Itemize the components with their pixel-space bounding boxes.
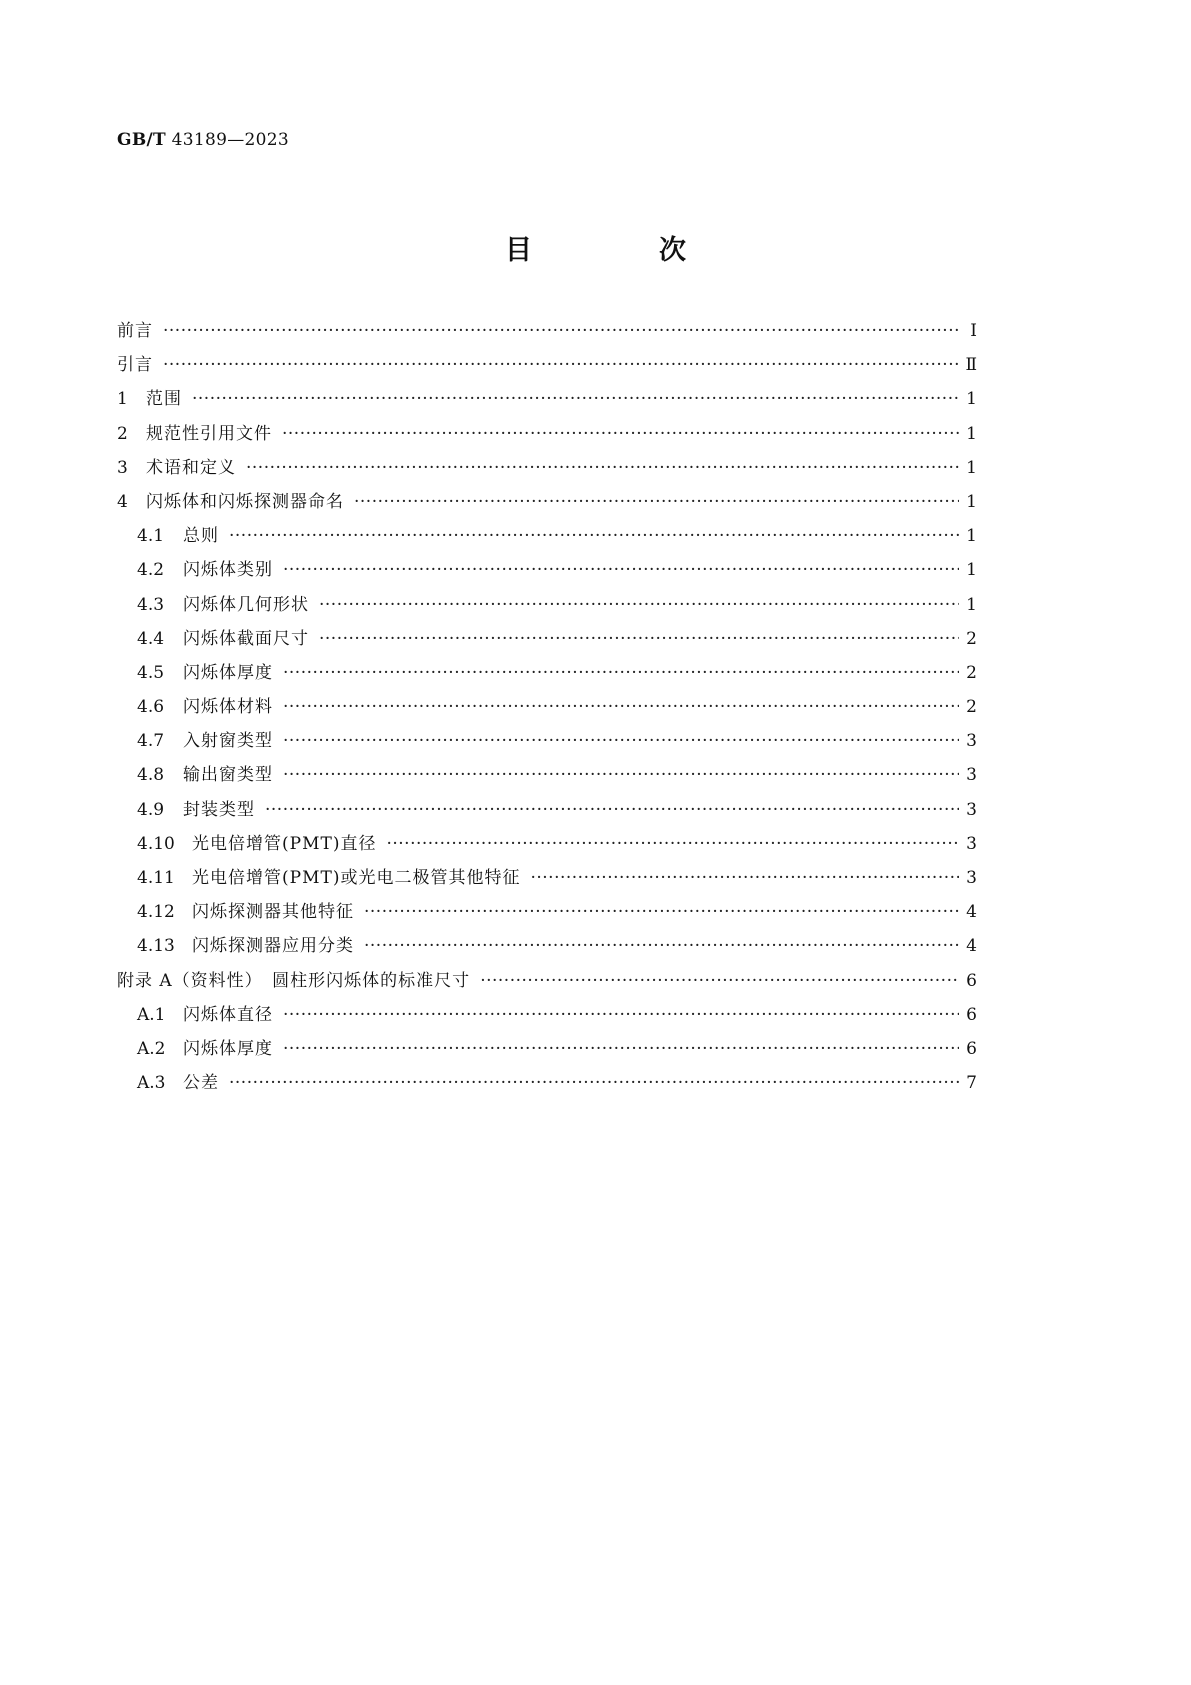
toc-entry-title: 前言	[117, 321, 153, 341]
toc-entry[interactable]	[117, 690, 977, 724]
toc-entry-number: 4	[117, 491, 128, 512]
toc-entry-page: 3	[966, 799, 977, 820]
toc-entry-title: 范围	[146, 389, 182, 410]
toc-entry-page: 1	[966, 594, 977, 615]
toc-entry-title: 闪烁体直径	[183, 1004, 273, 1025]
toc-entry-number: 4.7	[137, 731, 165, 752]
toc-entry-page: 2	[966, 628, 977, 649]
dot-leader	[265, 793, 959, 827]
toc-entry-page: 1	[966, 560, 977, 581]
toc-entry-title: 闪烁体厚度	[183, 1038, 273, 1059]
toc-entry-page: 1	[966, 491, 977, 512]
toc-entry-number: 4.8	[137, 765, 165, 786]
toc-entry-page: 6	[966, 1038, 977, 1059]
toc-entry-page: 1	[966, 526, 977, 547]
toc-entry[interactable]	[117, 861, 977, 895]
toc-entry-title: 闪烁探测器其他特征	[192, 902, 354, 923]
dot-leader	[283, 1032, 959, 1066]
dot-leader	[364, 929, 959, 963]
toc-entry-title: 公差	[183, 1073, 219, 1094]
toc-entry-number: A.1	[137, 1004, 166, 1025]
toc-entry-title: 总则	[183, 526, 219, 547]
dot-leader	[229, 519, 959, 553]
toc-entry-page: 3	[966, 765, 977, 786]
toc-entry-page: Ⅰ	[970, 321, 977, 341]
toc-entry[interactable]	[117, 1032, 977, 1066]
standard-number-header	[117, 130, 289, 150]
toc-entry-page: 4	[966, 902, 977, 923]
toc-entry-page: 3	[966, 868, 977, 888]
toc-entry-title: 光电倍增管(PMT)或光电二极管其他特征	[192, 868, 521, 888]
toc-entry-number: A.3	[137, 1073, 166, 1094]
toc-entry-title: 闪烁体类别	[183, 560, 273, 581]
standard-code: GB/T	[117, 130, 166, 150]
toc-entry-number: 4.4	[137, 628, 165, 649]
toc-entry-page: 2	[966, 662, 977, 683]
dot-leader	[283, 553, 959, 587]
dot-leader	[354, 485, 959, 519]
toc-entry-title: 入射窗类型	[183, 731, 273, 752]
toc-entry-title: 闪烁探测器应用分类	[192, 936, 354, 957]
toc-entry-title: 闪烁体厚度	[183, 662, 273, 683]
toc-entry-number: 2	[117, 423, 128, 444]
toc-entry[interactable]	[117, 724, 977, 758]
toc-entry[interactable]	[117, 485, 977, 519]
toc-entry-title: 闪烁体几何形状	[183, 594, 309, 615]
dot-leader	[229, 1066, 959, 1100]
toc-entry-number: 4.12	[137, 902, 175, 923]
toc-entry[interactable]	[117, 1066, 977, 1100]
toc-entry-page: 4	[966, 936, 977, 957]
toc-entry-title: 闪烁体材料	[183, 697, 273, 718]
toc-entry-number: A.2	[137, 1038, 166, 1059]
toc-entry-page: Ⅱ	[965, 355, 977, 376]
dot-leader	[386, 827, 959, 861]
toc-entry-page: 1	[966, 457, 977, 478]
toc-entry[interactable]	[117, 382, 977, 416]
dot-leader	[283, 690, 959, 724]
standard-number: 43189—2023	[171, 130, 290, 150]
toc-entry-page: 1	[966, 423, 977, 444]
dot-leader	[319, 588, 959, 622]
toc-entry-number: 3	[117, 457, 128, 478]
toc-entry[interactable]	[117, 348, 977, 382]
toc-entry-number: 1	[117, 389, 128, 410]
dot-leader	[480, 964, 959, 998]
table-of-contents	[117, 314, 977, 1100]
toc-entry-title: 封装类型	[183, 799, 255, 820]
toc-entry[interactable]	[117, 314, 977, 348]
toc-entry[interactable]	[117, 656, 977, 690]
toc-entry-title: 术语和定义	[146, 457, 236, 478]
toc-entry[interactable]	[117, 827, 977, 861]
toc-entry-page: 2	[966, 697, 977, 718]
toc-entry-number: 4.5	[137, 662, 165, 683]
toc-entry[interactable]	[117, 895, 977, 929]
toc-entry-title: 光电倍增管(PMT)直径	[192, 833, 377, 854]
toc-entry[interactable]	[117, 998, 977, 1032]
toc-entry-number: 4.6	[137, 697, 165, 718]
toc-entry-number: 4.1	[137, 526, 165, 547]
dot-leader	[283, 758, 959, 792]
dot-leader	[282, 417, 959, 451]
dot-leader	[283, 724, 959, 758]
toc-entry[interactable]	[117, 588, 977, 622]
toc-entry-title: 输出窗类型	[183, 765, 273, 786]
toc-entry-page: 7	[966, 1073, 977, 1094]
toc-entry[interactable]	[117, 929, 977, 963]
toc-entry[interactable]	[117, 519, 977, 553]
dot-leader	[364, 895, 959, 929]
toc-entry-page: 6	[966, 970, 977, 991]
toc-entry-number: 4.3	[137, 594, 165, 615]
toc-entry[interactable]	[117, 417, 977, 451]
toc-entry-title: 闪烁体和闪烁探测器命名	[146, 491, 344, 512]
toc-entry-title: 规范性引用文件	[146, 423, 272, 444]
toc-entry-number: 4.10	[137, 833, 175, 854]
toc-entry-title: 闪烁体截面尺寸	[183, 628, 309, 649]
dot-leader	[283, 998, 959, 1032]
toc-entry-title: 附录 A（资料性） 圆柱形闪烁体的标准尺寸	[117, 970, 471, 991]
toc-entry-title: 引言	[117, 355, 153, 376]
dot-leader	[530, 861, 959, 895]
toc-entry[interactable]	[117, 793, 977, 827]
dot-leader	[283, 656, 959, 690]
toc-entry-number: 4.9	[137, 799, 165, 820]
toc-entry-number: 4.2	[137, 560, 165, 581]
dot-leader	[192, 382, 959, 416]
toc-entry[interactable]	[117, 622, 977, 656]
toc-entry[interactable]	[117, 451, 977, 485]
toc-entry[interactable]	[117, 758, 977, 792]
toc-entry-page: 1	[966, 389, 977, 410]
toc-entry[interactable]	[117, 964, 977, 998]
dot-leader	[319, 622, 959, 656]
toc-entry-page: 3	[966, 731, 977, 752]
dot-leader	[163, 348, 959, 382]
dot-leader	[246, 451, 959, 485]
toc-entry-page: 6	[966, 1004, 977, 1025]
dot-leader	[163, 314, 959, 348]
toc-entry[interactable]	[117, 553, 977, 587]
toc-entry-number: 4.13	[137, 936, 175, 957]
page-title: 目 次	[505, 235, 736, 266]
toc-entry-page: 3	[966, 833, 977, 854]
toc-entry-number: 4.11	[137, 868, 175, 888]
